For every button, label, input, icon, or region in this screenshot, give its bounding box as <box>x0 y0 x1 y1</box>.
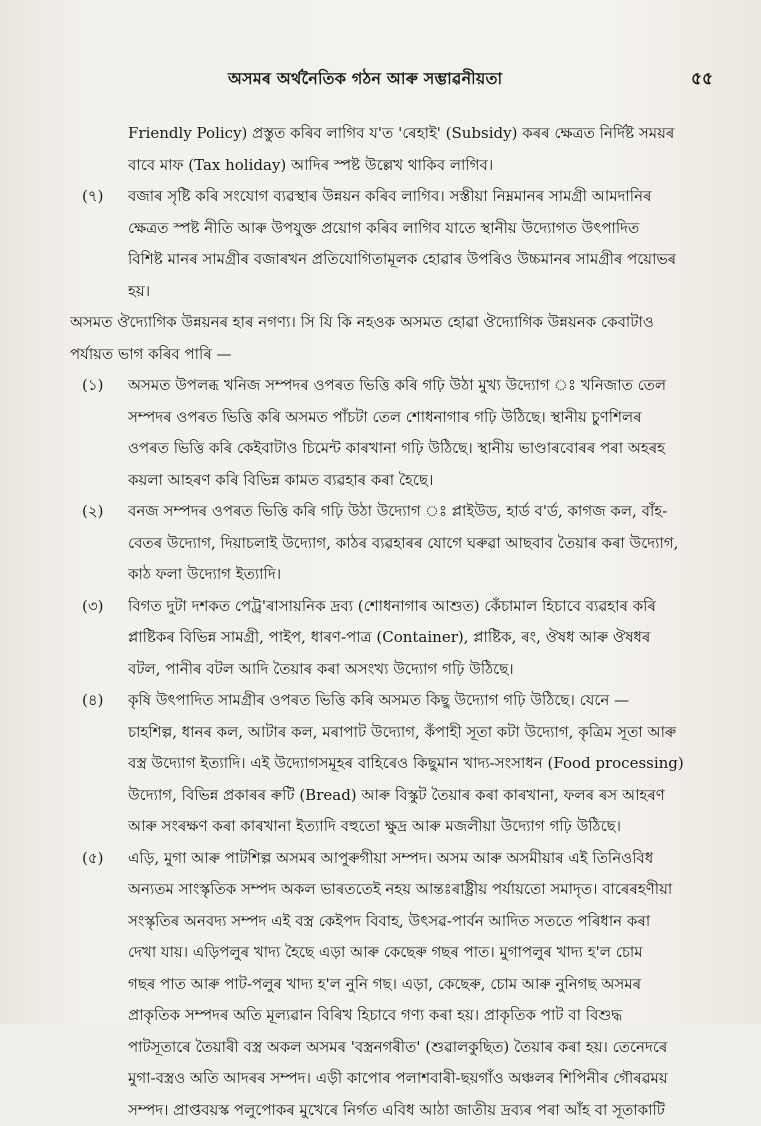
list-item <box>70 591 706 686</box>
text-line: অসমত ঔদ্যোগিক উন্নয়নৰ হাৰ নগণ্য। সি যি কি নহওক অসমত হোৱা ঔদ্যোগিক উন্নয়নক কেবাটাও <box>70 307 706 339</box>
list-item <box>70 181 706 307</box>
text-line: সম্পদ। প্ৰাপ্তবয়স্ক পলুপোকৰ মুখেৰে নিৰ্গত এবিধ আঠা জাতীয় দ্ৰব্যৰ পৰা আঁহ বা সূতাকাটি <box>70 1095 706 1126</box>
paragraph <box>70 307 706 370</box>
text-line: প্লাষ্টিকৰ বিভিন্ন সামগ্ৰী, পাইপ, ধাৰণ-পাত্ৰ (Container), প্লাষ্টিক, ৰং, ঔষধ আৰু ঔষধৰ <box>70 622 706 654</box>
text-line: বাবে মাফ (Tax holiday) আদিৰ স্পষ্ট উল্লেখ থাকিব লাগিব। <box>70 150 706 182</box>
text-line: আৰু সংৰক্ষণ কৰা কাৰখানা ইত্যাদি বহুতো ক্ষুদ্ৰ আৰু মজলীয়া উদ্যোগ গঢ়ি উঠিছে। <box>70 811 706 843</box>
text-line: বটল, পানীৰ বটল আদি তৈয়াৰ কৰা অসংখ্য উদ্যোগ গঢ়ি উঠিছে। <box>70 654 706 686</box>
page-header <box>120 66 713 92</box>
list-item <box>70 370 706 496</box>
text-line: বনজ সম্পদৰ ওপৰত ভিত্তি কৰি গঢ়ি উঠা উদ্যোগ ঃ প্লাইউড, হাৰ্ড ব'ৰ্ড, কাগজ কল, বাঁহ- <box>70 496 706 528</box>
text-line: ওপৰত ভিত্তি কৰি কেইবাটাও চিমেন্ট কাৰখানা গঢ়ি উঠিছে। স্থানীয় ভাণ্ডাৰবোৰৰ পৰা অহৰহ <box>70 433 706 465</box>
text-line: সংস্কৃতিৰ অনবদ্য সম্পদ এই বস্ত্ৰ কেইপদ বিবাহ, উৎসৱ-পাৰ্বন আদিত সততে পৰিধান কৰা <box>70 906 706 938</box>
text-line: বস্ত্ৰ উদ্যোগ ইত্যাদি। এই উদ্যোগসমূহৰ বাহিৰেও কিছুমান খাদ্য-সংসাধন (Food processing) <box>70 748 706 780</box>
list-item <box>70 843 706 1126</box>
running-title: অসমৰ অৰ্থনৈতিক গঠন আৰু সম্ভাৱনীয়তা <box>228 66 502 93</box>
item-number: (৭) <box>82 181 103 213</box>
text-line: হয়। <box>70 276 706 308</box>
page-body <box>70 118 706 1126</box>
text-line: পাটসূতাৰে তৈয়াৰী বস্ত্ৰ অকল অসমৰ 'বস্ত্ৰনগৰীত' (শুৱালকুছিত) তৈয়াৰ কৰা হয়। তেনেদৰে <box>70 1032 706 1064</box>
text-line: দেখা যায়। এড়িপলুৰ খাদ্য হৈছে এড়া আৰু কেছেৰু গছৰ পাত। মুগাপলুৰ খাদ্য হ'ল চোম <box>70 937 706 969</box>
text-line: বজাৰ সৃষ্টি কৰি সংযোগ ব্যৱস্থাৰ উন্নয়ন কৰিব লাগিব। সস্তীয়া নিম্নমানৰ সামগ্ৰী আমদানিৰ <box>70 181 706 213</box>
text-line: এড়ি, মুগা আৰু পাটশিল্প অসমৰ আপুৰুগীয়া সম্পদ। অসম আৰু অসমীয়াৰ এই তিনিওবিধ <box>70 843 706 875</box>
text-line: বেতৰ উদ্যোগ, দিয়াচলাই উদ্যোগ, কাঠৰ ব্যৱহাৰৰ যোগে ঘৰুৱা আছবাব তৈয়াৰ কৰা উদ্যোগ, <box>70 528 706 560</box>
text-line: অন্যতম সাংস্কৃতিক সম্পদ অকল ভাৰততেই নহয় আন্তঃৰাষ্ট্ৰীয় পৰ্যায়তো সমাদৃত। বাৰেৰহণীয়া <box>70 874 706 906</box>
text-line: উদ্যোগ, বিভিন্ন প্ৰকাৰৰ ৰুটি (Bread) আৰু বিস্কুট তৈয়াৰ কৰা কাৰখানা, ফলৰ ৰস আহৰণ <box>70 780 706 812</box>
item-number: (১) <box>82 370 103 402</box>
text-line: কাঠ ফলা উদ্যোগ ইত্যাদি। <box>70 559 706 591</box>
text-line: বিগত দুটা দশকত পেট্ৰ'ৰাসায়নিক দ্ৰব্য (শোধনাগাৰ আশুত) কেঁচামাল হিচাবে ব্যৱহাৰ কৰি <box>70 591 706 623</box>
text-line: কৃষি উৎপাদিত সামগ্ৰীৰ ওপৰত ভিত্তি কৰি অসমত কিছু উদ্যোগ গঢ়ি উঠিছে। যেনে — <box>70 685 706 717</box>
text-line: চাহশিল্প, ধানৰ কল, আটাৰ কল, মৰাপাট উদ্যোগ, কঁপাহী সূতা কটা উদ্যোগ, কৃত্ৰিম সূতা আৰু <box>70 717 706 749</box>
item-number: (২) <box>82 496 103 528</box>
page-number: ৫৫ <box>691 66 713 94</box>
text-line: পৰ্যায়ত ভাগ কৰিব পাৰি — <box>70 339 706 371</box>
item-number: (৪) <box>82 685 103 717</box>
text-line: সম্পদৰ ওপৰত ভিত্তি কৰি অসমত পাঁচটা তেল শোধনাগাৰ গঢ়ি উঠিছে। স্থানীয় চুণশিলৰ <box>70 402 706 434</box>
item-number: (৩) <box>82 591 103 623</box>
text-line: ক্ষেত্ৰত স্পষ্ট নীতি আৰু উপযুক্ত প্ৰয়োগ কৰিব লাগিব যাতে স্থানীয় উদ্যোগত উৎপাদিত <box>70 213 706 245</box>
text-line: Friendly Policy) প্ৰস্তুত কৰিব লাগিব য'ত 'ৰেহাই' (Subsidy) কৰৰ ক্ষেত্ৰত নিৰ্দিষ্ট সময়ৰ <box>70 118 706 150</box>
text-line: প্ৰাকৃতিক সম্পদৰ অতি মূল্যৱান বিৰিখ হিচাবে গণ্য কৰা হয়। প্ৰাকৃতিক পাট বা বিশুদ্ধ <box>70 1000 706 1032</box>
text-line: কয়লা আহৰণ কৰি বিভিন্ন কামত ব্যৱহাৰ কৰা হৈছে। <box>70 465 706 497</box>
text-line: মুগা-বস্ত্ৰও অতি আদৰৰ সম্পদ। এড়ী কাপোৰ পলাশবাৰী-ছয়গাঁও অঞ্চলৰ শিপিনীৰ গৌৰৱময় <box>70 1063 706 1095</box>
item-number: (৫) <box>82 843 103 875</box>
text-line: বিশিষ্ট মানৰ সামগ্ৰীৰ বজাৰখন প্ৰতিযোগিতামূলক হোৱাৰ উপৰিও উচ্চমানৰ সামগ্ৰীৰ পয়োভৰ <box>70 244 706 276</box>
list-item <box>70 496 706 591</box>
text-line: গছৰ পাত আৰু পাট-পলুৰ খাদ্য হ'ল নুনি গছ। এড়া, কেছেৰু, চোম আৰু নুনিগছ অসমৰ <box>70 969 706 1001</box>
continued-paragraph <box>70 118 706 181</box>
list-item <box>70 685 706 843</box>
text-line: অসমত উপলব্ধ খনিজ সম্পদৰ ওপৰত ভিত্তি কৰি গঢ়ি উঠা মুখ্য উদ্যোগ ঃ খনিজাত তেল <box>70 370 706 402</box>
